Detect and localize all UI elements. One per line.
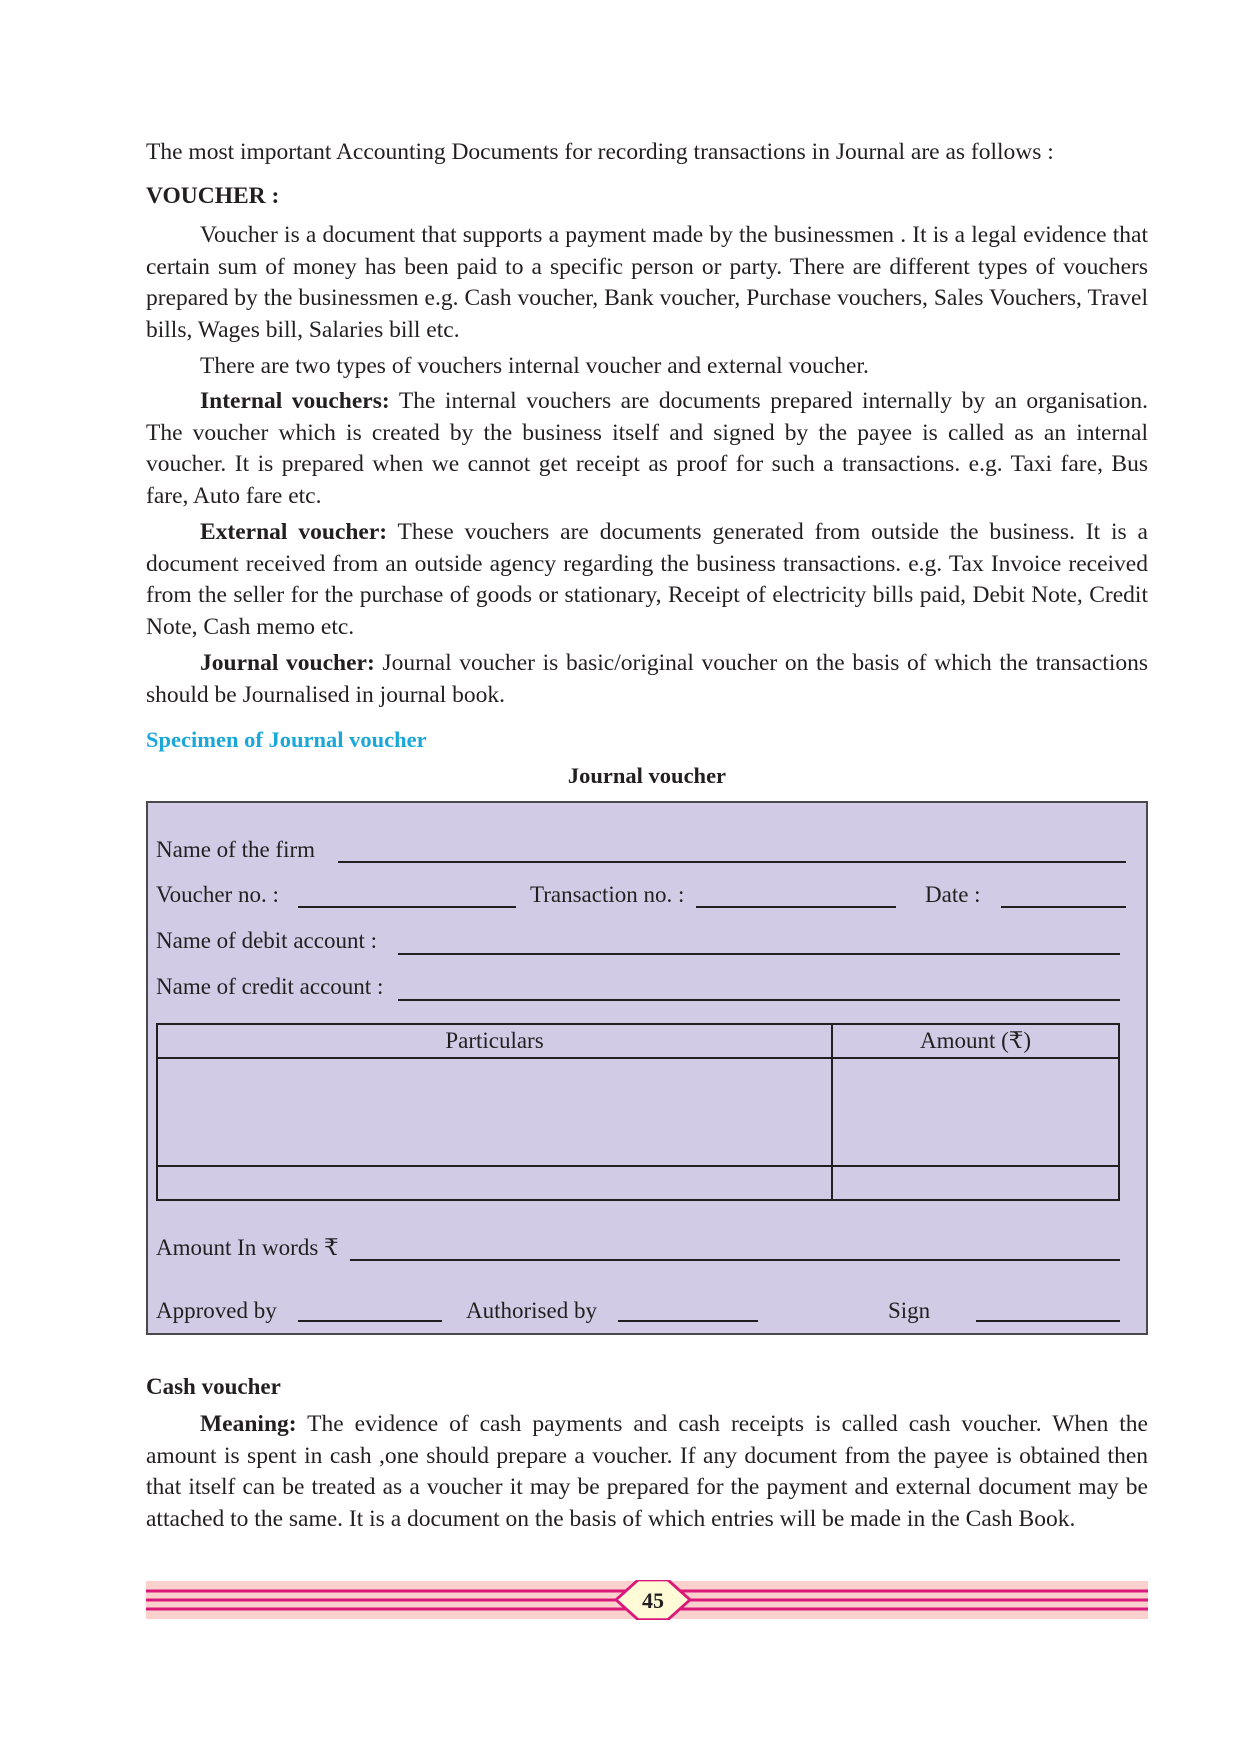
- date-line: [1001, 906, 1126, 908]
- table-row: [157, 1058, 1119, 1166]
- meaning-text: The evidence of cash payments and cash receipts is called cash voucher. When the amount is spent in cash ,one should prepare a voucher. If any document from the payee is obtained then that itself can be treated as a voucher it may be prepared for the payment and external document may be attached to the same. It is a document on the basis of which entries will be made in the Cash Book.: [146, 1411, 1148, 1532]
- approved-by-line: [298, 1320, 442, 1322]
- voucher-types-paragraph: There are two types of vouchers internal voucher and external voucher.: [200, 353, 869, 379]
- journal-voucher-text: Journal voucher is basic/original voucher on the basis of which the transactions should be Journalised in journal book.: [146, 650, 1148, 708]
- voucher-no-label: Voucher no. :: [156, 882, 279, 907]
- cash-voucher-meaning-paragraph: [146, 1409, 1148, 1535]
- meaning-label: Meaning:: [200, 1411, 297, 1437]
- particulars-total-cell: [157, 1166, 832, 1200]
- sign-line: [976, 1320, 1120, 1322]
- amount-in-words-label: Amount In words ₹: [156, 1235, 339, 1260]
- debit-account-label: Name of debit account :: [156, 928, 377, 953]
- amount-total-cell: [832, 1166, 1119, 1200]
- particulars-cell: [157, 1058, 832, 1166]
- particulars-table: [156, 1023, 1120, 1201]
- footer-decoration: [146, 1580, 1148, 1620]
- intro-text: The most important Accounting Documents for recording transactions in Journal are as follows :: [146, 139, 1054, 165]
- credit-account-label: Name of credit account :: [156, 974, 384, 999]
- transaction-no-line: [696, 906, 896, 908]
- page-footer-band: [146, 1580, 1148, 1620]
- external-voucher-paragraph: [146, 517, 1148, 643]
- internal-voucher-label: Internal vouchers:: [200, 388, 390, 414]
- internal-voucher-text: The internal vouchers are documents prepared internally by an organisation. The voucher which is created by the business itself and signed by the payee is called as an internal voucher. It is prepared when we cannot get receipt as proof for such a transactions. e.g. Taxi fare, Bus fare, Auto fare etc.: [146, 388, 1149, 509]
- cash-voucher-heading: Cash voucher: [146, 1374, 281, 1399]
- table-header-row: [157, 1024, 1119, 1058]
- credit-account-line: [398, 999, 1120, 1001]
- debit-account-line: [398, 953, 1120, 955]
- particulars-column-header: Particulars: [157, 1024, 832, 1058]
- amount-column-header: Amount (₹): [832, 1024, 1119, 1058]
- voucher-definition-paragraph: Voucher is a document that supports a payment made by the businessmen . It is a legal evidence that certain sum of money has been paid to a specific person or party. There are different types of vouchers prepared by the businessmen e.g. Cash voucher, Bank voucher, Purchase vouchers, Sales Vouchers, Travel bills, Wages bill, Salaries bill etc.: [146, 222, 1148, 343]
- table-total-row: [157, 1166, 1119, 1200]
- voucher-heading: VOUCHER :: [146, 183, 280, 209]
- external-voucher-text: These vouchers are documents generated from outside the business. It is a document received from an outside agency regarding the business transactions. e.g. Tax Invoice received from the seller for the purchase of goods or stationary, Receipt of electricity bills paid, Debit Note, Credit Note, Cash memo etc.: [146, 519, 1148, 640]
- specimen-heading: Specimen of Journal voucher: [146, 727, 427, 752]
- approved-by-label: Approved by: [156, 1298, 277, 1323]
- internal-voucher-paragraph: [146, 386, 1148, 512]
- firm-name-label: Name of the firm: [156, 837, 316, 862]
- external-voucher-label: External voucher:: [200, 519, 388, 545]
- journal-voucher-label: Journal voucher:: [200, 650, 375, 676]
- amount-in-words-line: [350, 1259, 1120, 1261]
- firm-name-line: [338, 861, 1126, 863]
- sign-label: Sign: [888, 1298, 931, 1323]
- voucher-no-line: [298, 906, 516, 908]
- date-label: Date :: [925, 882, 981, 907]
- journal-voucher-title: Journal voucher: [567, 763, 727, 788]
- authorised-by-label: Authorised by: [466, 1298, 597, 1323]
- authorised-by-line: [618, 1320, 758, 1322]
- journal-voucher-form: [146, 801, 1148, 1335]
- page-number: 45: [642, 1588, 664, 1613]
- journal-voucher-paragraph: [146, 648, 1148, 711]
- transaction-no-label: Transaction no. :: [530, 882, 685, 907]
- amount-cell: [832, 1058, 1119, 1166]
